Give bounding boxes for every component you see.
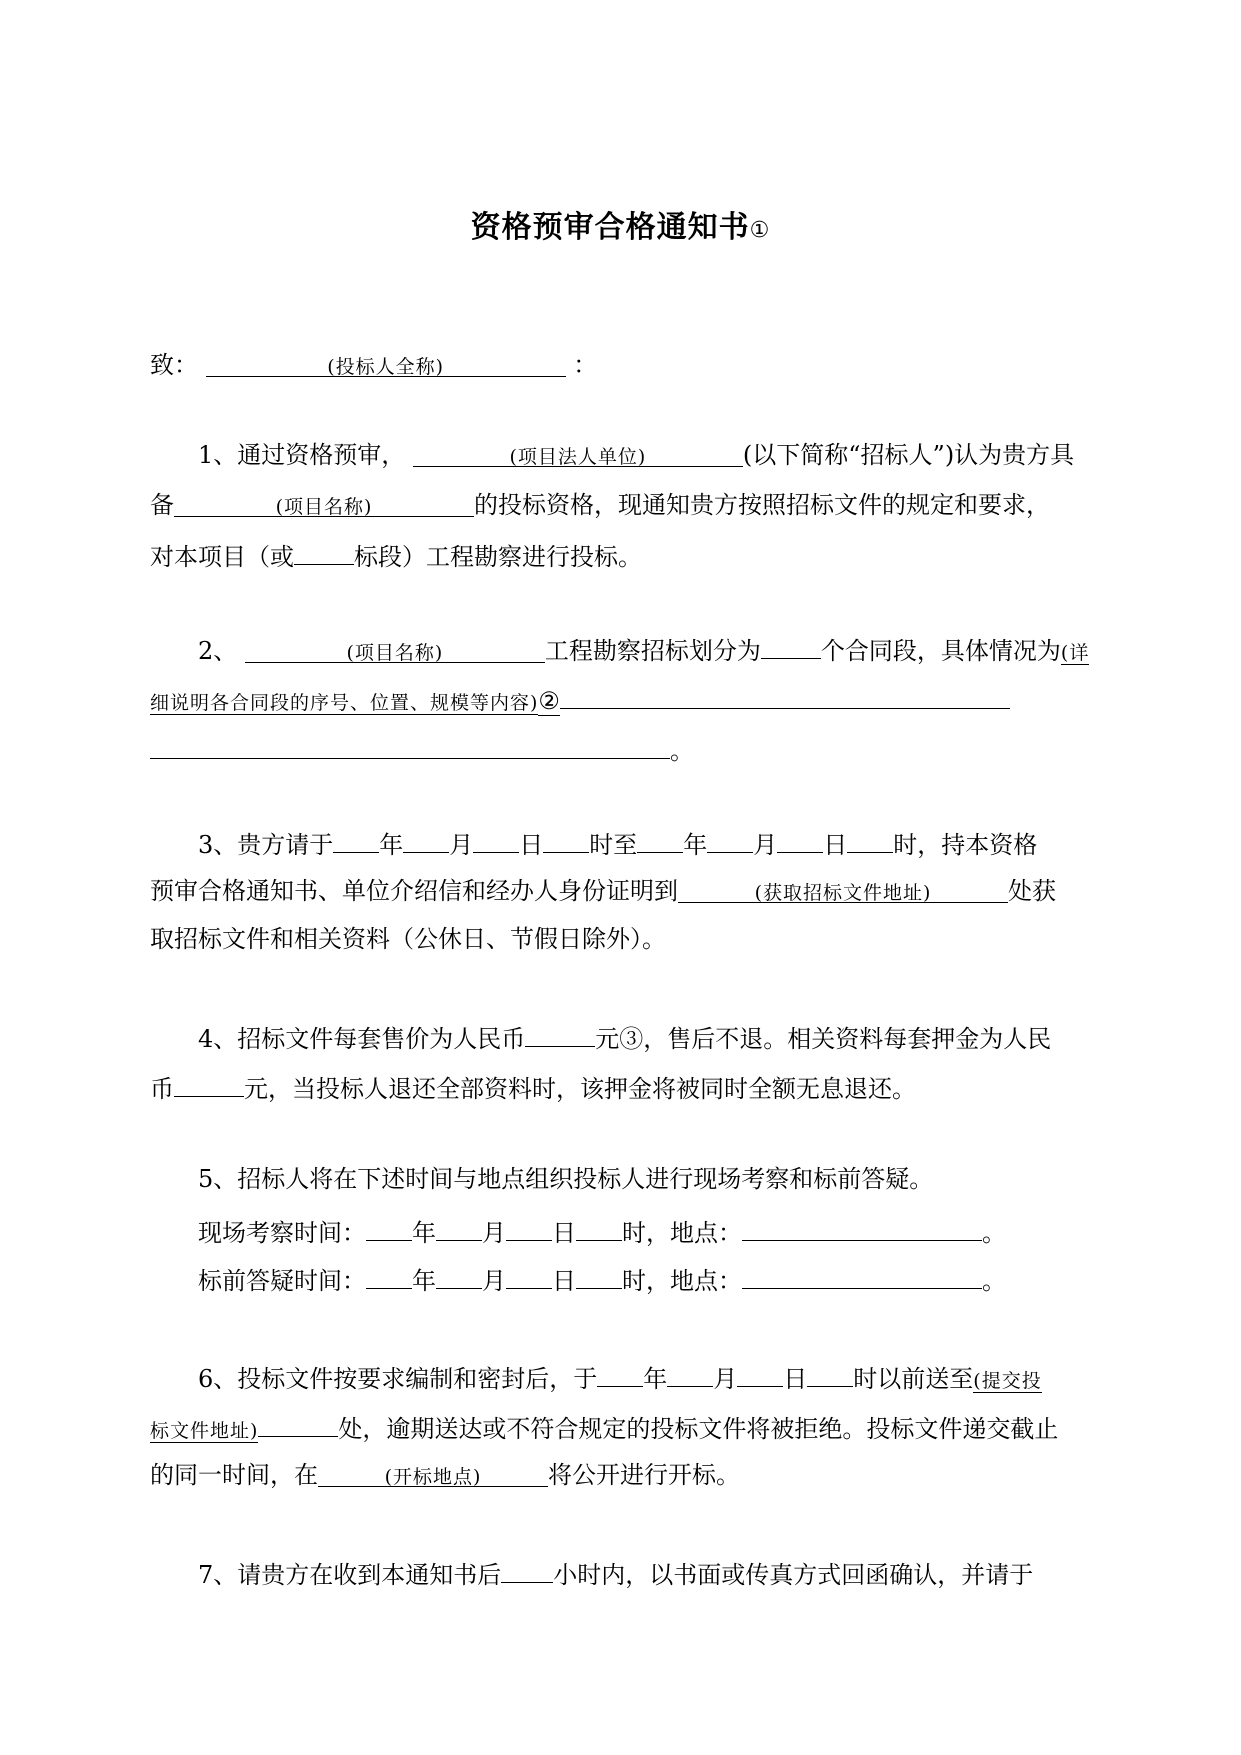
- title-text: 资格预审合格通知书: [470, 210, 750, 245]
- month-label: 月: [482, 1219, 506, 1247]
- p7-text-b: 小时内，以书面或传真方式回函确认，并请于: [553, 1561, 1034, 1589]
- site-month-field[interactable]: [436, 1214, 482, 1241]
- p1-line3: [150, 538, 642, 572]
- p7-text-a: 7、请贵方在收到本通知书后: [198, 1561, 502, 1589]
- to-label: 致：: [150, 351, 198, 379]
- hour-label: 时: [589, 831, 614, 859]
- qa-label: 标前答疑时间：: [198, 1267, 366, 1295]
- p1-text-a: 1、通过资格预审，: [198, 441, 406, 469]
- end-day-field[interactable]: [777, 826, 823, 853]
- submit-day-field[interactable]: [737, 1360, 783, 1387]
- p4-text-b: 元③，售后不退。相关资料每套押金为人民: [595, 1025, 1052, 1053]
- details-field-1[interactable]: [560, 682, 1010, 709]
- p3-line3: [150, 924, 666, 954]
- deposit-field[interactable]: [174, 1070, 244, 1097]
- site-day-field[interactable]: [506, 1214, 552, 1241]
- section-field[interactable]: [294, 538, 354, 565]
- year-label: 年: [683, 831, 708, 859]
- month-label: 月: [713, 1365, 738, 1393]
- project-name-hint-2: (项目名称): [346, 642, 444, 664]
- p4-line1: [198, 1020, 1051, 1054]
- details-field-2[interactable]: [150, 732, 670, 759]
- qa-day-field[interactable]: [506, 1262, 552, 1289]
- p6-text-c: 处，逾期送达或不符合规定的投标文件将被拒绝。投标文件递交截止: [338, 1415, 1059, 1443]
- year-label: 年: [379, 831, 404, 859]
- to-label-2: 至: [613, 831, 638, 859]
- addressee-line: [150, 350, 597, 380]
- p5-line1: [198, 1164, 933, 1194]
- project-name-field-2[interactable]: [245, 636, 545, 663]
- contract-count-field[interactable]: [761, 632, 821, 659]
- p3-text-b: ，持本资格: [917, 831, 1038, 859]
- site-hour-field[interactable]: [576, 1214, 622, 1241]
- p4-text-c: 币: [150, 1075, 174, 1103]
- month-label: 月: [753, 831, 778, 859]
- details-hint-a: (详: [1060, 642, 1090, 664]
- start-hour-field[interactable]: [543, 826, 589, 853]
- submit-month-field[interactable]: [667, 1360, 713, 1387]
- p2-line3: [150, 732, 694, 766]
- details-hint-b: 细说明各合同段的序号、位置、规模等内容): [150, 692, 539, 714]
- p2-line2: [150, 682, 1010, 718]
- day-label: 日: [552, 1267, 576, 1295]
- start-month-field[interactable]: [403, 826, 449, 853]
- project-owner-field[interactable]: [413, 440, 743, 467]
- pickup-address-field[interactable]: [678, 876, 1008, 903]
- price-field[interactable]: [525, 1020, 595, 1047]
- p1-text-d: 的投标资格，现通知贵方按照招标文件的规定和要求，: [474, 491, 1050, 519]
- hour-label: 时: [622, 1267, 646, 1295]
- line-end: 。: [982, 1219, 1006, 1247]
- footnote-marker: ①: [749, 218, 771, 243]
- site-visit-label: 现场考察时间：: [198, 1219, 366, 1247]
- p1-line1: [198, 440, 1074, 470]
- end-month-field[interactable]: [707, 826, 753, 853]
- p5-text-a: 5、招标人将在下述时间与地点组织投标人进行现场考察和标前答疑。: [198, 1165, 934, 1193]
- qa-line: [198, 1262, 1006, 1296]
- site-place-field[interactable]: [742, 1214, 982, 1241]
- line-end: 。: [982, 1267, 1006, 1295]
- page-title: [0, 202, 1241, 246]
- submit-address-hint-a: (提交投: [973, 1370, 1042, 1392]
- opening-place-hint: (开标地点): [384, 1466, 482, 1488]
- p6-text-e: 将公开进行开标。: [548, 1461, 740, 1489]
- p2-text-c: 个合同段，具体情况为: [820, 637, 1061, 665]
- year-label: 年: [412, 1219, 436, 1247]
- p1-text-f: 标段）工程勘察进行投标。: [354, 543, 642, 571]
- month-label: 月: [482, 1267, 506, 1295]
- p1-text-b: (以下简称“招标人”)认为贵方具: [742, 441, 1075, 469]
- submit-address-hint-b: 标文件地址): [150, 1420, 259, 1442]
- submit-address-field[interactable]: [258, 1410, 338, 1437]
- p1-text-c: 备: [150, 491, 174, 519]
- place-label: ，地点：: [646, 1219, 742, 1247]
- place-label: ，地点：: [646, 1267, 742, 1295]
- qa-hour-field[interactable]: [576, 1262, 622, 1289]
- p3-text-d: 处获: [1008, 877, 1056, 905]
- bidder-name-hint: (投标人全称): [327, 356, 445, 378]
- p3-text-e: 取招标文件和相关资料（公休日、节假日除外）。: [150, 925, 666, 953]
- qa-month-field[interactable]: [436, 1262, 482, 1289]
- p6-text-d: 的同一时间，在: [150, 1461, 318, 1489]
- p6-line3: [150, 1460, 740, 1490]
- p3-text-a: 3、贵方请于: [198, 831, 334, 859]
- p6-text-b: 以前送至: [877, 1365, 974, 1393]
- reply-hours-field[interactable]: [501, 1556, 553, 1583]
- p1-text-e: 对本项目（或: [150, 543, 294, 571]
- bidder-name-field[interactable]: [206, 350, 566, 377]
- project-owner-hint: (项目法人单位): [509, 446, 647, 468]
- p6-line2: [150, 1410, 1058, 1446]
- month-label: 月: [449, 831, 474, 859]
- submit-hour-field[interactable]: [807, 1360, 853, 1387]
- end-year-field[interactable]: [637, 826, 683, 853]
- project-name-hint-1: (项目名称): [275, 496, 373, 518]
- p3-text-c: 预审合格通知书、单位介绍信和经办人身份证明到: [150, 877, 678, 905]
- day-label: 日: [783, 1365, 808, 1393]
- end-hour-field[interactable]: [847, 826, 893, 853]
- p2-end: 。: [670, 737, 694, 765]
- submit-year-field[interactable]: [597, 1360, 643, 1387]
- day-label: 日: [823, 831, 848, 859]
- p3-line1: [198, 826, 1037, 860]
- hour-label: 时: [853, 1365, 878, 1393]
- qa-place-field[interactable]: [742, 1262, 982, 1289]
- p2-line1: [198, 632, 1089, 668]
- start-day-field[interactable]: [473, 826, 519, 853]
- p2-text-b: 工程勘察招标划分为: [544, 637, 761, 665]
- opening-place-field[interactable]: [318, 1460, 548, 1487]
- site-visit-line: [198, 1214, 1006, 1248]
- p6-line1: [198, 1360, 1042, 1396]
- day-label: 日: [552, 1219, 576, 1247]
- p4-line2: [150, 1070, 916, 1104]
- p4-text-a: 4、招标文件每套售价为人民币: [198, 1025, 526, 1053]
- year-label: 年: [412, 1267, 436, 1295]
- hour-label: 时: [893, 831, 918, 859]
- p7-line1: [198, 1556, 1033, 1590]
- p1-line2: [150, 490, 1050, 520]
- p3-line2: [150, 876, 1056, 906]
- pickup-address-hint: (获取招标文件地址): [754, 882, 932, 904]
- project-name-field-1[interactable]: [174, 490, 474, 517]
- p4-text-d: 元，当投标人退还全部资料时，该押金将被同时全额无息退还。: [244, 1075, 916, 1103]
- hour-label: 时: [622, 1219, 646, 1247]
- footnote-2: ②: [538, 687, 560, 715]
- to-end: ：: [573, 351, 598, 379]
- site-year-field[interactable]: [366, 1214, 412, 1241]
- day-label: 日: [519, 831, 544, 859]
- p2-text-a: 2、: [198, 637, 238, 665]
- qa-year-field[interactable]: [366, 1262, 412, 1289]
- year-label: 年: [643, 1365, 668, 1393]
- p6-text-a: 6、投标文件按要求编制和密封后，于: [198, 1365, 598, 1393]
- start-year-field[interactable]: [333, 826, 379, 853]
